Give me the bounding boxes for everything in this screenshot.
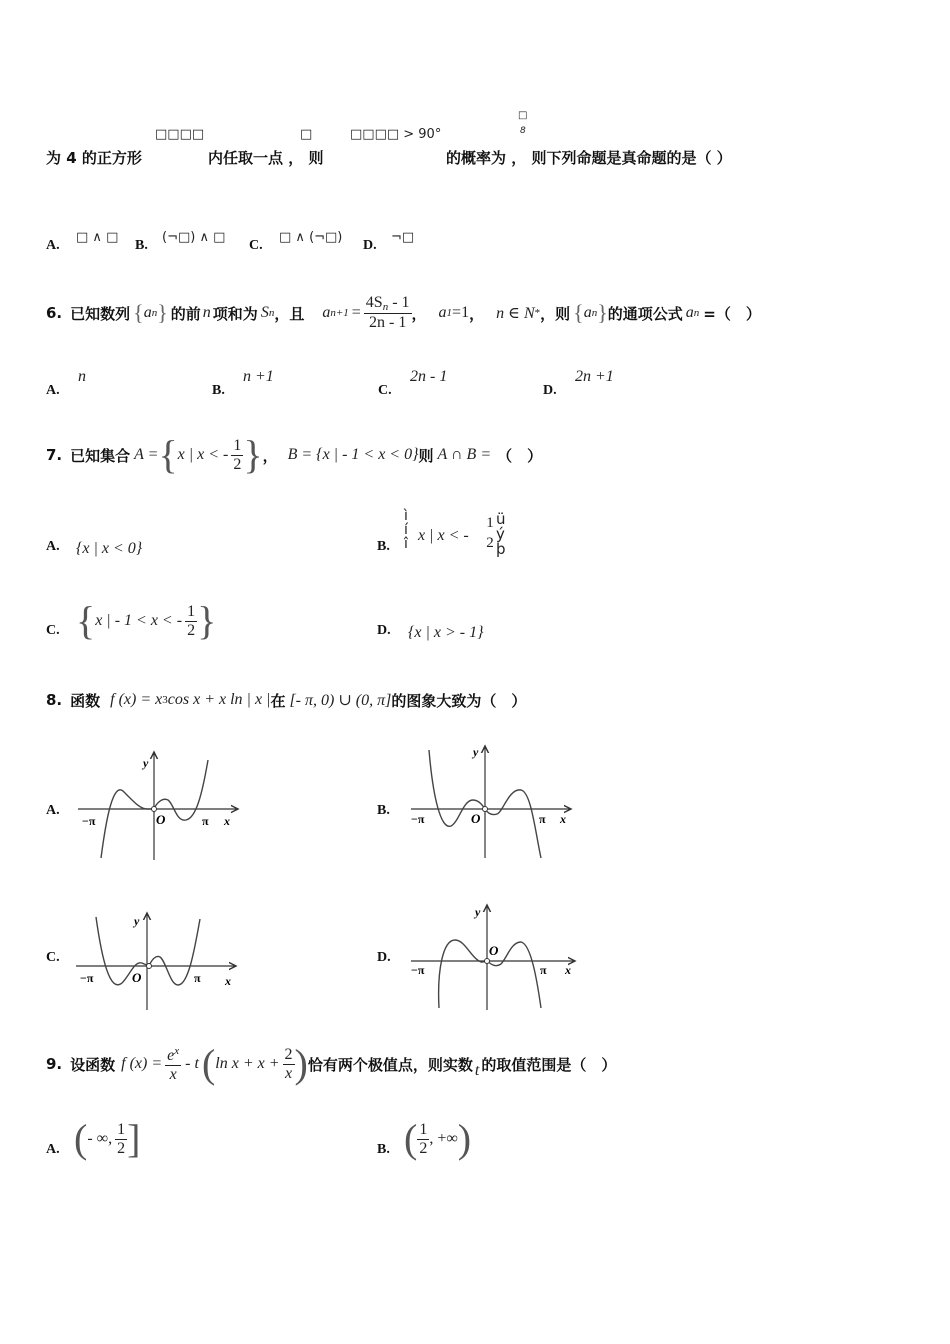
origin-label: O [471, 811, 481, 826]
x-label: x [224, 814, 230, 828]
option-a-expr [74, 1114, 140, 1164]
math-sup: * [534, 307, 541, 319]
brace-part: ì [404, 508, 408, 524]
garbled-symbol: □□□□ > 90° [350, 127, 442, 142]
q5-text-3: 的概率为 ， 则下列命题是真命题的是（ ） [446, 149, 732, 167]
option-label[interactable]: C. [378, 383, 392, 398]
tick-label: −π [411, 963, 425, 977]
option-text: n +1 [243, 368, 274, 385]
numerator: 1 [233, 436, 242, 454]
option-b-expr [404, 1114, 471, 1164]
q7-text: ， [262, 446, 278, 465]
math-expr: - t [185, 1055, 199, 1072]
option-text: □ ∧ (¬□) [279, 230, 343, 245]
denominator: 2n - 1 [369, 314, 407, 331]
option-label[interactable]: C. [46, 623, 60, 638]
brace-left: { [573, 300, 584, 325]
paren-left: ( [74, 1116, 88, 1161]
math-sup: x [174, 1044, 180, 1057]
hole [485, 959, 490, 964]
brace-right: } [157, 300, 168, 325]
q9-text: 设函数 [70, 1055, 116, 1074]
math-expr: [- π, 0) ∪ (0, π] [289, 692, 392, 709]
numerator: 2 [284, 1045, 293, 1063]
option-label[interactable]: D. [543, 383, 557, 398]
numerator: 1 [187, 602, 196, 620]
brace-left [404, 509, 414, 551]
fraction [417, 1121, 429, 1158]
option-label[interactable]: C. [249, 238, 263, 253]
math-expr: ln x + x + [215, 1055, 280, 1072]
q7-stem [46, 428, 542, 482]
question-number: 9. [46, 1055, 63, 1073]
denominator: x [284, 1064, 293, 1082]
graph-d [403, 900, 583, 1015]
q6-text: 的通项公式 [607, 304, 683, 323]
q7-text: 已知集合 [70, 446, 131, 465]
q6-text: =（ ） [703, 304, 761, 323]
numerator: 1 [419, 1120, 428, 1138]
numerator: 1 [486, 515, 494, 531]
math-cond: n ∈ N [496, 305, 535, 322]
origin-label: O [489, 943, 499, 958]
brace-left: { [158, 432, 178, 477]
option-label[interactable]: D. [377, 623, 391, 638]
math-var: t [474, 1062, 480, 1079]
math-var: a [322, 304, 331, 321]
tick-label: π [202, 814, 209, 828]
math-expr: A = [134, 446, 159, 463]
math-sub: n [382, 301, 389, 313]
bracket-right: ] [127, 1116, 141, 1161]
option-text: (¬□) ∧ □ [162, 230, 226, 245]
option-label[interactable]: B. [377, 803, 390, 818]
q8-text: 函数 [70, 691, 101, 710]
origin-label: O [132, 970, 142, 985]
option-c-expr [76, 596, 216, 646]
question-number: 8. [46, 691, 63, 709]
hole [152, 807, 157, 812]
option-text: - ∞, [87, 1130, 113, 1147]
brace-left: { [76, 598, 96, 643]
x-label: x [565, 963, 571, 977]
q8-text: 在 [270, 691, 286, 710]
math-expr: x | x < - [177, 446, 229, 463]
brace-left: { [133, 300, 144, 325]
denominator: 2 [117, 1139, 126, 1157]
q6-stem [46, 283, 761, 343]
garbled-symbol: □□□□ [155, 127, 205, 142]
q6-text: ，则 [540, 304, 571, 323]
option-text: n [78, 368, 86, 385]
option-label[interactable]: A. [46, 539, 60, 554]
paren-left: ( [404, 1116, 418, 1161]
q9-text: 的取值范围是（ ） [481, 1055, 617, 1074]
denominator: 2 [187, 621, 196, 639]
math-var: a [583, 304, 592, 321]
denominator: x [169, 1065, 177, 1083]
x-label: x [225, 974, 231, 988]
garbled-symbol: □ [300, 127, 313, 142]
q9-text: 恰有两个极值点，则实数 [307, 1055, 473, 1074]
paren-right: ) [294, 1041, 308, 1086]
numerator: e [167, 1046, 175, 1064]
numerator-tail: - 1 [388, 294, 410, 311]
option-label[interactable]: B. [377, 539, 390, 554]
math-expr: f (x) = [121, 1055, 163, 1072]
q7-text: （ ） [497, 446, 543, 465]
q5-text-2: 内任取一点 ， 则 [208, 149, 324, 167]
option-label[interactable]: B. [377, 1142, 390, 1157]
option-label[interactable]: A. [46, 1142, 60, 1157]
option-text: 2n +1 [575, 368, 614, 385]
option-text: 2n - 1 [410, 368, 448, 385]
fraction [165, 1045, 181, 1084]
math-var: a [143, 304, 152, 321]
fraction [231, 437, 243, 474]
option-text: □ ∧ □ [76, 230, 119, 245]
q6-text: ， [411, 304, 427, 323]
y-label: y [134, 914, 140, 928]
graph-a [70, 740, 250, 865]
q6-text: 的前 [170, 304, 201, 323]
denominator: 2 [233, 455, 242, 473]
q6-text: 已知数列 [70, 304, 131, 323]
hole [147, 964, 152, 969]
option-text: , +∞ [429, 1130, 458, 1147]
numerator: 1 [117, 1120, 126, 1138]
y-label: y [143, 756, 149, 770]
math-expr: f (x) = x [110, 691, 163, 708]
tick-label: π [540, 963, 547, 977]
tick-label: −π [411, 812, 425, 826]
fraction [185, 603, 197, 640]
tick-label: −π [80, 971, 94, 985]
garbled-symbol: 8 [520, 126, 526, 136]
question-number: 7. [46, 446, 63, 464]
option-label[interactable]: D. [377, 950, 391, 965]
garbled-symbol: □ [518, 110, 528, 121]
math-sub: 1 [446, 307, 453, 319]
q8-stem [46, 680, 526, 720]
math-sup: 3 [162, 694, 168, 706]
paren-left: ( [201, 1041, 216, 1086]
brace-right [496, 512, 508, 557]
hole [483, 807, 488, 812]
math-expr: B = {x | - 1 < x < 0} [287, 446, 419, 463]
numerator: 4S [365, 294, 383, 311]
denominator: 2 [419, 1139, 428, 1157]
option-label[interactable]: A. [46, 238, 60, 253]
math-var: S [260, 304, 269, 321]
math-sub: n [693, 307, 700, 319]
tick-label: π [194, 971, 201, 985]
q7-text: 则 [418, 446, 434, 465]
fraction [283, 1046, 295, 1083]
denominator: 2 [486, 535, 494, 551]
fraction [364, 294, 412, 332]
option-label[interactable]: B. [135, 238, 148, 253]
tick-label: −π [82, 814, 96, 828]
math-var: a [438, 304, 447, 321]
option-text: ¬□ [391, 230, 415, 245]
option-label[interactable]: B. [212, 383, 225, 398]
option-label[interactable]: A. [46, 383, 60, 398]
q6-text: ，且 [274, 304, 305, 323]
paren-right: ) [457, 1116, 472, 1161]
option-label[interactable]: C. [46, 950, 60, 965]
math-sub: n [151, 307, 158, 319]
question-number: 6. [46, 304, 63, 322]
math-var: n [202, 304, 211, 321]
option-text: x | - 1 < x < - [95, 612, 183, 629]
option-label[interactable]: A. [46, 803, 60, 818]
tick-label: π [539, 812, 546, 826]
math-expr: cos x + x ln | x | [167, 691, 271, 708]
brace-right: } [243, 432, 263, 477]
y-label: y [473, 745, 479, 759]
x-label: x [560, 812, 566, 826]
math-sub: n [268, 307, 275, 319]
brace-part: ü [496, 510, 506, 528]
brace-part: ý [496, 525, 505, 543]
fraction [484, 513, 496, 553]
math-sub: n [591, 307, 598, 319]
option-text: x | x < - [418, 527, 469, 544]
math-expr: A ∩ B = [437, 446, 492, 463]
brace-part: î [404, 536, 408, 552]
math-value: =1 [452, 304, 470, 321]
q8-text: 的图象大致为（ ） [391, 691, 527, 710]
origin-label: O [156, 812, 166, 827]
graph-b [403, 738, 583, 863]
fraction [115, 1121, 127, 1158]
option-text: {x | x > - 1} [408, 624, 484, 641]
q9-stem [46, 1034, 616, 1094]
q6-text: 项和为 [212, 304, 258, 323]
y-label: y [475, 905, 481, 919]
math-var: a [685, 304, 694, 321]
curve [96, 917, 200, 985]
math-sub: n+1 [330, 307, 349, 319]
brace-right: } [197, 598, 217, 643]
brace-part: þ [496, 540, 506, 558]
q5-text-1: 为 4 的正方形 [46, 149, 142, 167]
math-op: = [351, 304, 361, 321]
option-label[interactable]: D. [363, 238, 377, 253]
brace-right: } [597, 300, 608, 325]
q6-text: ， [469, 304, 485, 323]
brace-part: í [404, 522, 408, 538]
option-text: {x | x < 0} [76, 540, 143, 557]
graph-c [70, 905, 250, 1015]
